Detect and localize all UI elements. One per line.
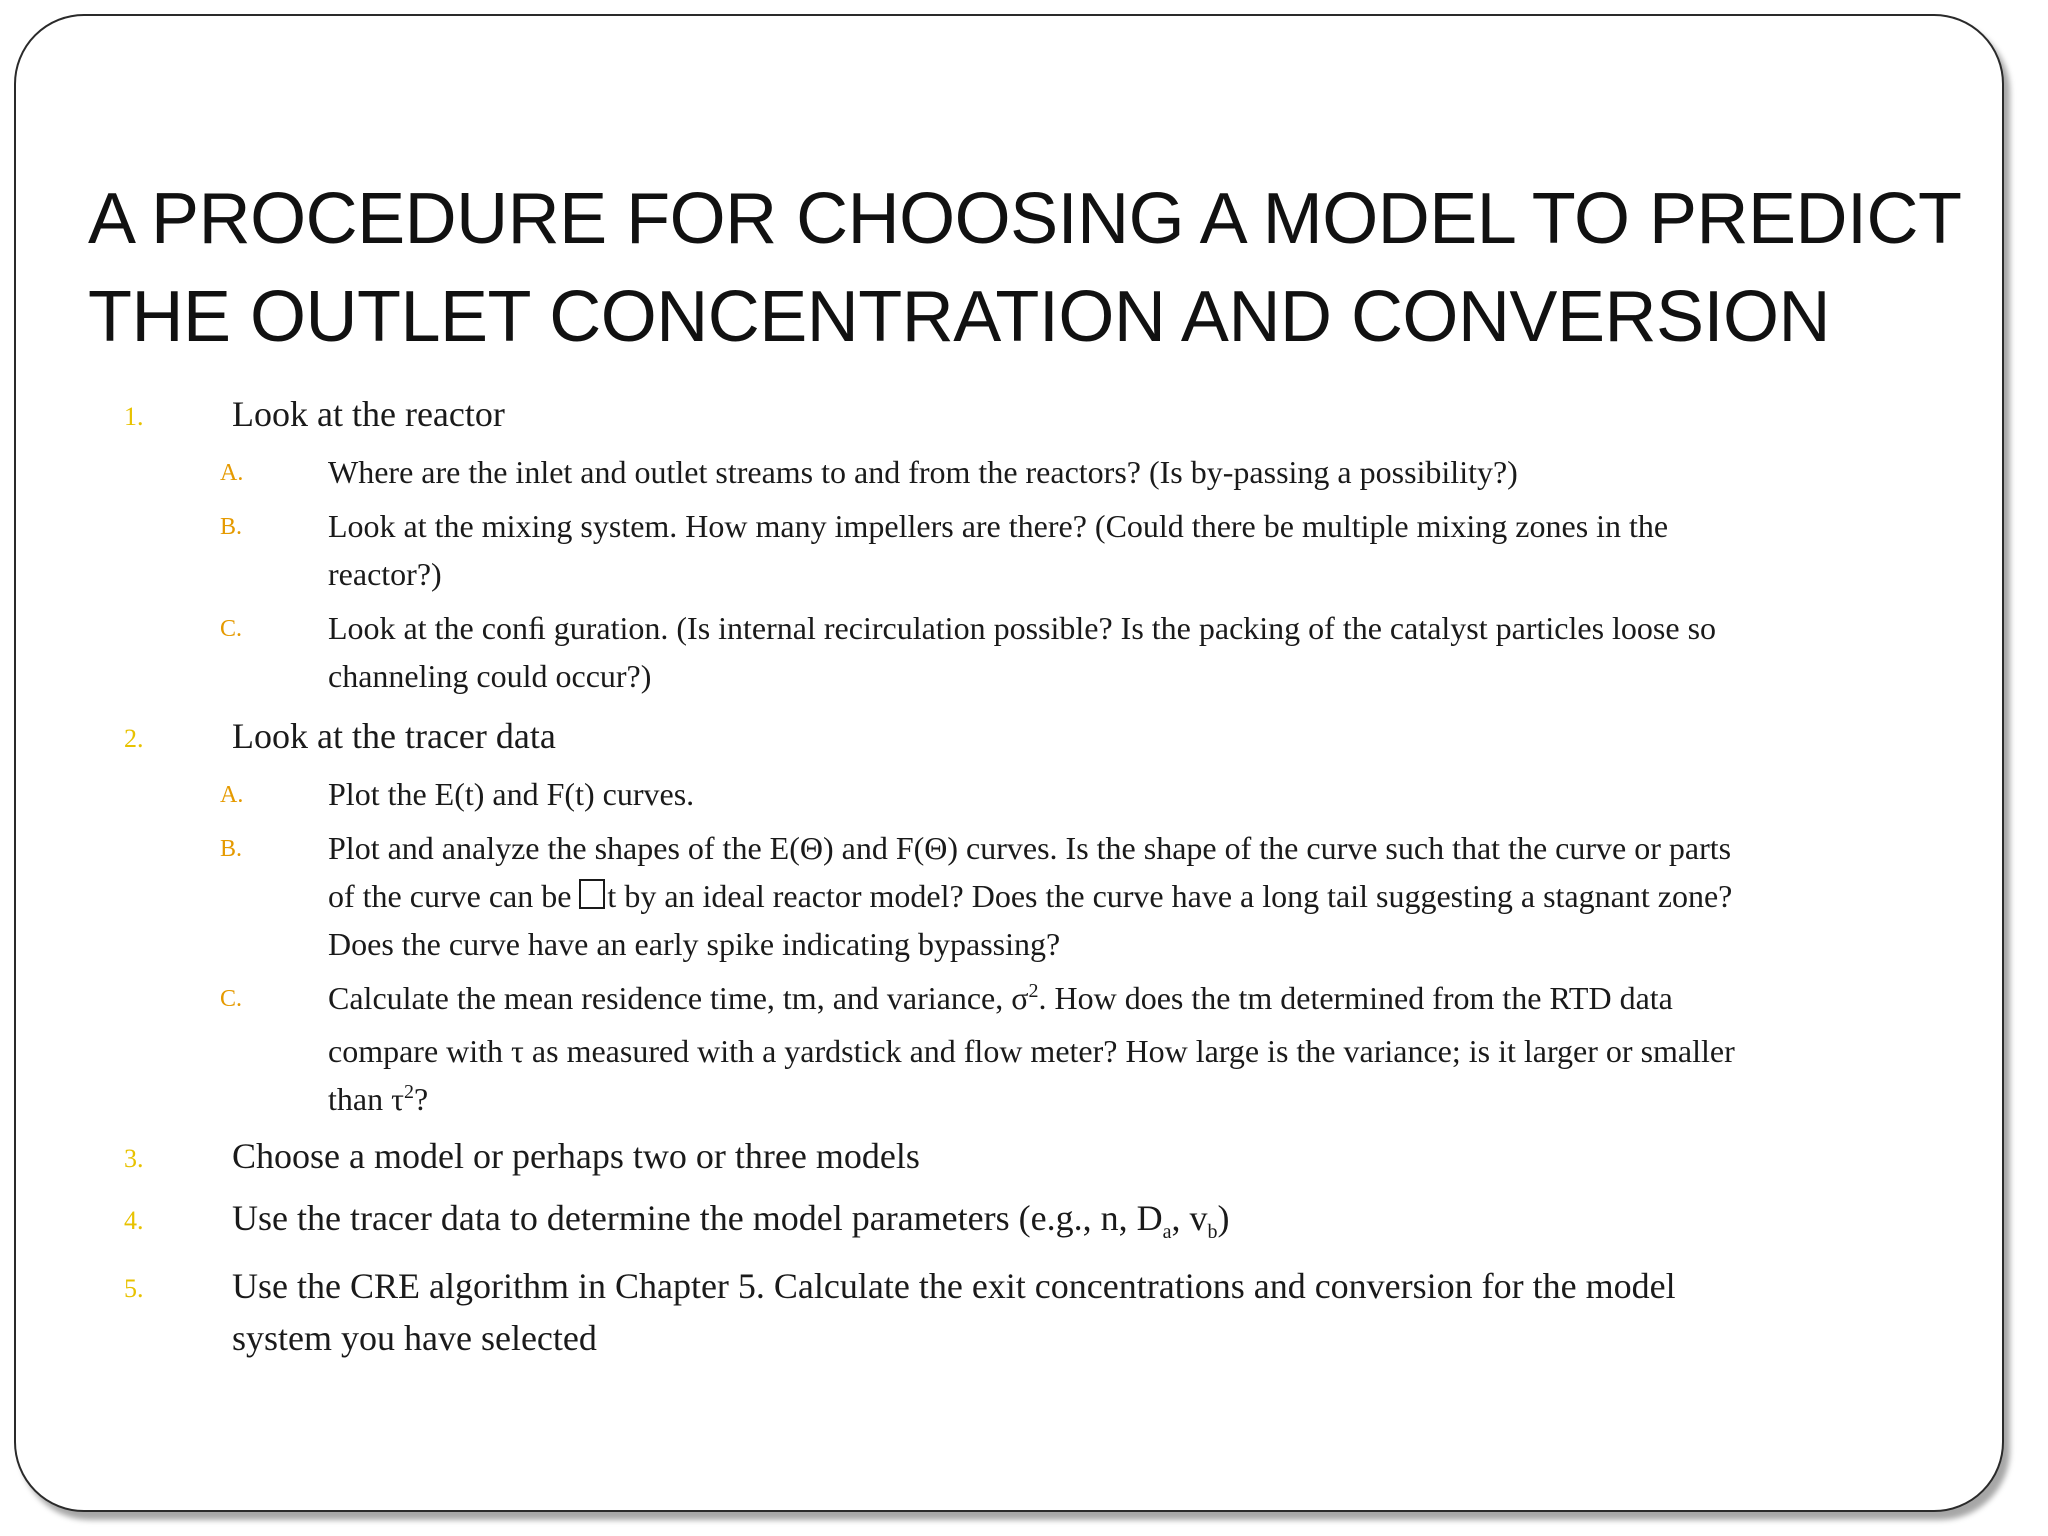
sub-item-text: Calculate the mean residence time, tm, and variance, $\sigma^2$. How does the tm determined from the RTD data compare with τ as measured with a yardstick and flow meter? How large is the variance; is it larger or smaller than $\tau^2$? xyxy=(328,980,1735,1117)
list-item-text: Use the CRE algorithm in Chapter 5. Calculate the exit concentrations and conversion for the model system you have selected xyxy=(232,1266,1676,1358)
sub-letter: A. xyxy=(220,782,244,808)
title-line-1: A PROCEDURE FOR CHOOSING A MODEL TO PREDICT xyxy=(88,179,1962,259)
slide-title xyxy=(88,170,1968,366)
missing-glyph-box-icon xyxy=(579,879,605,909)
sub-letter: C. xyxy=(220,616,243,642)
sub-item-text: Plot the E(t) and F(t) curves. xyxy=(328,776,695,812)
sub-item-text: Plot and analyze the shapes of the E(Θ) and F(Θ) curves. Is the shape of the curve such that the curve or parts of the curve can be t by an ideal reactor model? Does the curve have a long tail suggesting a stagnant zone? Does the curve have an early spike indicating bypassing? xyxy=(328,830,1733,962)
sub-item-text: Where are the inlet and outlet streams to and from the reactors? (Is by-passing a possibility?) xyxy=(328,454,1518,490)
sub-item-text: Look at the mixing system. How many impellers are there? (Could there be multiple mixing zones in the reactor?) xyxy=(328,508,1669,592)
sub-item-text: Look at the conﬁ guration. (Is internal recirculation possible? Is the packing of the catalyst particles loose so channeling could occur?) xyxy=(328,610,1717,694)
list-number: 4. xyxy=(124,1206,144,1235)
list-item-text: Look at the tracer data xyxy=(232,716,556,756)
list-number: 5. xyxy=(124,1274,144,1303)
sub-letter: B. xyxy=(220,514,243,540)
sub-letter: C. xyxy=(220,986,243,1012)
list-number: 2. xyxy=(124,724,144,753)
title-line-2: THE OUTLET CONCENTRATION AND CONVERSION xyxy=(88,277,1831,357)
list-item-text: Choose a model or perhaps two or three models xyxy=(232,1136,920,1176)
list-number: 3. xyxy=(124,1144,144,1173)
sub-letter: B. xyxy=(220,836,243,862)
sub-letter: A. xyxy=(220,460,244,486)
list-item-text: Look at the reactor xyxy=(232,394,505,434)
list-number: 1. xyxy=(124,402,144,431)
list-item-text: Use the tracer data to determine the model parameters (e.g., n, $D_a$, $v_b$) xyxy=(232,1198,1230,1243)
